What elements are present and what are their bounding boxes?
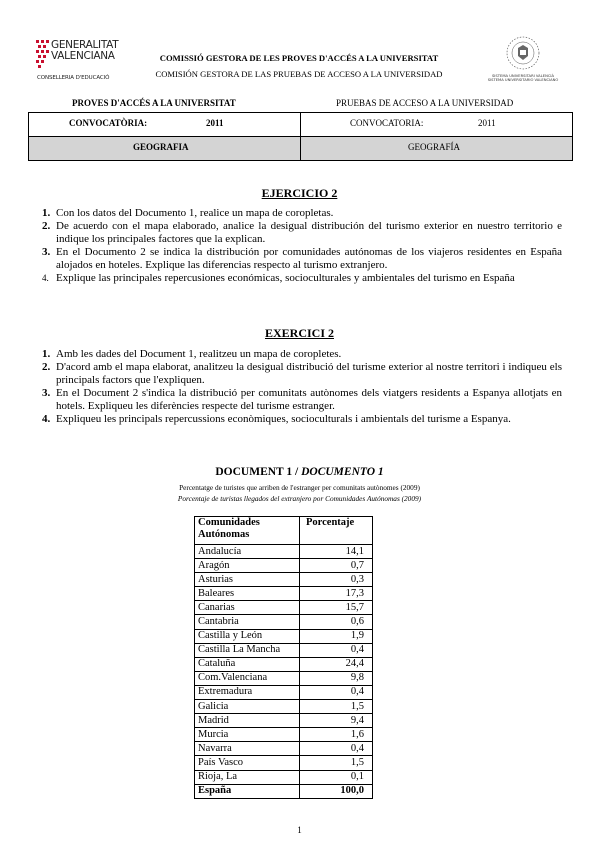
list-item: 3. En el Documento 2 se indica la distribución por comunidades autónomas de los viajeros residentes en España alojados en hoteles. Explique las diferencias respecto al turismo extranjero. [42, 246, 562, 271]
table-row: Asturias 0,3 [195, 573, 373, 587]
gv-logo-line2: VALENCIANA [51, 49, 115, 62]
convocatoria-label-ca: CONVOCATÒRIA: [69, 118, 148, 128]
table-row: Castilla La Mancha 0,4 [195, 643, 373, 657]
list-item: 3. En el Document 2 s'indica la distribució per comunitats autònomes dels viatgers residents a Espanya allotjats en hotels. Expliqueu les diferències respecte del turisme estranger. [42, 387, 562, 412]
exercici-list [42, 348, 562, 426]
table-total-row [195, 784, 373, 798]
exam-title-row [28, 96, 573, 112]
table-header-row [195, 517, 373, 545]
document-caption-ca: Percentatge de turistes que arriben de l'estranger per comunitats autònomes (2009) [179, 483, 420, 492]
table-row: Aragón 0,7 [195, 559, 373, 573]
convocatoria-label-es: CONVOCATORIA: [350, 118, 424, 128]
page-number: 1 [297, 825, 302, 835]
list-item: 2. De acuerdo con el mapa elaborado, analice la desigual distribución del turismo exterior en nuestro territorio e indique los principales factores que la explican. [42, 220, 562, 245]
table-row: Cantabria 0,6 [195, 615, 373, 629]
table-row: Baleares 17,3 [195, 587, 373, 601]
commission-title-ca: COMISSIÓ GESTORA DE LES PROVES D'ACCÉS A LA UNIVERSITAT [159, 53, 439, 63]
column-header-comunidades: Comunidades Autónomas [195, 517, 300, 545]
tourism-data-table [194, 516, 373, 799]
table-row: Castilla y León 1,9 [195, 629, 373, 643]
university-system-seal [475, 34, 571, 86]
table-row: Canarias 15,7 [195, 601, 373, 615]
exam-title-ca: PROVES D'ACCÉS A LA UNIVERSITAT [72, 98, 236, 108]
convocatoria-year-ca: 2011 [206, 118, 224, 128]
exam-header-table [28, 112, 573, 161]
table-row: País Vasco 1,5 [195, 756, 373, 770]
gv-logo-line1: GENERALITAT [51, 39, 119, 51]
ejercicio-heading: EJERCICIO 2 [261, 186, 338, 200]
document-title: DOCUMENT 1 / DOCUMENTO 1 [215, 466, 384, 478]
table-row: Andalucía 14,1 [195, 545, 373, 559]
table-row: Cataluña 24,4 [195, 657, 373, 671]
subject-es: GEOGRAFÍA [408, 142, 461, 152]
generalitat-valenciana-logo [35, 38, 119, 82]
list-item: 4. Expliqueu les principals repercussions econòmiques, socioculturals i ambientals del turisme a Espanya. [42, 413, 511, 425]
ejercicio-list [42, 207, 562, 285]
convocatoria-year-es: 2011 [478, 118, 496, 128]
table-row: Navarra 0,4 [195, 742, 373, 756]
generalitat-emblem-icon [35, 38, 51, 72]
column-header-porcentaje: Porcentaje [300, 517, 373, 545]
list-item: 1. Con los datos del Documento 1, realice un mapa de coropletas. [42, 207, 334, 219]
table-row: Com.Valenciana 9,8 [195, 671, 373, 685]
table-row: Galicia 1,5 [195, 700, 373, 714]
table-row: Madrid 9,4 [195, 714, 373, 728]
table-divider [300, 113, 301, 160]
exercici-heading: EXERCICI 2 [264, 326, 334, 340]
exam-title-es: PRUEBAS DE ACCESO A LA UNIVERSIDAD [336, 98, 514, 108]
table-row: Rioja, La 0,1 [195, 770, 373, 784]
document-caption-es: Porcentaje de turistas llegados del extranjero por Comunidades Autónomas (2009) [177, 494, 422, 503]
subject-ca: GEOGRAFIA [133, 142, 189, 152]
seal-caption-es: SISTEMA UNIVERSITARIO VALENCIANO [487, 78, 559, 83]
list-item: 2. D'acord amb el mapa elaborat, analitzeu la desigual distribució del turisme exterior al nostre territori i indiqueu els principals factors que l'expliquen. [42, 361, 562, 386]
gv-logo-subtitle: CONSELLERIA D'EDUCACIÓ [37, 75, 110, 81]
seal-caption-ca: SISTEMA UNIVERSITARI VALENCIÀ [491, 74, 555, 78]
list-item: 1. Amb les dades del Document 1, realitzeu un mapa de coropletes. [42, 348, 342, 360]
table-row: Extremadura 0,4 [195, 685, 373, 699]
total-label: España [195, 784, 300, 798]
commission-title-es: COMISIÓN GESTORA DE LAS PRUEBAS DE ACCESO A LA UNIVERSIDAD [155, 69, 443, 79]
seal-emblem-icon [475, 34, 571, 74]
total-value: 100,0 [300, 784, 373, 798]
table-row: Murcia 1,6 [195, 728, 373, 742]
list-item: 4. Explique las principales repercusiones económicas, socioculturales y ambientales del turismo en España [42, 272, 515, 284]
